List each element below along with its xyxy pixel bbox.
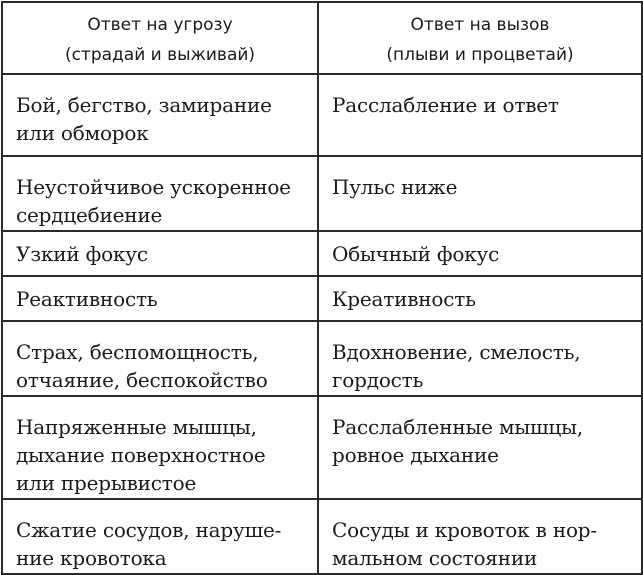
cell-line: Узкий фокус <box>16 242 148 266</box>
threat-cell <box>2 396 318 499</box>
cell-line: гордость <box>332 368 424 392</box>
cell-line: дыхание поверхностное <box>16 443 266 467</box>
cell-line: Напряженные мышцы, <box>16 415 257 439</box>
cell-line: Неустойчивое ускоренное <box>16 175 291 199</box>
cell-line: или прерывистое <box>16 471 197 495</box>
table-row <box>2 499 642 574</box>
threat-cell <box>2 231 318 276</box>
cell-line: Креативность <box>332 287 476 311</box>
table-row <box>2 74 642 156</box>
table-row <box>2 231 642 276</box>
cell-line: Сжатие сосудов, наруше- <box>16 518 282 542</box>
cell-line: Реактивность <box>16 287 158 311</box>
threat-cell <box>2 276 318 321</box>
threat-cell <box>2 321 318 396</box>
cell-line: Пульс ниже <box>332 175 458 199</box>
cell-line: Бой, бегство, замирание <box>16 93 272 117</box>
table-row <box>2 276 642 321</box>
challenge-cell <box>318 231 642 276</box>
cell-line: Расслабление и ответ <box>332 93 559 117</box>
challenge-cell <box>318 276 642 321</box>
challenge-cell <box>318 321 642 396</box>
header-title: Ответ на вызов <box>410 15 550 35</box>
header-subtitle: (страдай и выживай) <box>64 45 256 65</box>
threat-cell <box>2 499 318 574</box>
cell-line: мальном состоянии <box>332 546 538 570</box>
header-challenge-response <box>318 2 642 74</box>
table-row <box>2 156 642 231</box>
cell-line: Вдохновение, смелость, <box>332 340 581 364</box>
cell-line: Обычный фокус <box>332 242 500 266</box>
cell-line: ровное дыхание <box>332 443 499 467</box>
challenge-cell <box>318 156 642 231</box>
table-row <box>2 321 642 396</box>
cell-line: Страх, беспомощность, <box>16 340 259 364</box>
cell-line: Сосуды и кровоток в нор- <box>332 518 597 542</box>
challenge-cell <box>318 74 642 156</box>
comparison-table <box>1 1 643 575</box>
header-subtitle: (плыви и процветай) <box>386 45 574 65</box>
threat-cell <box>2 74 318 156</box>
cell-line: Расслабленные мышцы, <box>332 415 583 439</box>
table-header-row <box>2 2 642 74</box>
threat-cell <box>2 156 318 231</box>
cell-line: сердцебиение <box>16 203 163 227</box>
header-threat-response <box>2 2 318 74</box>
cell-line: ние кровотока <box>16 546 167 570</box>
cell-line: отчаяние, беспокойство <box>16 368 268 392</box>
challenge-cell <box>318 396 642 499</box>
table-row <box>2 396 642 499</box>
cell-line: или обморок <box>16 121 149 145</box>
challenge-cell <box>318 499 642 574</box>
header-title: Ответ на угрозу <box>87 15 233 35</box>
